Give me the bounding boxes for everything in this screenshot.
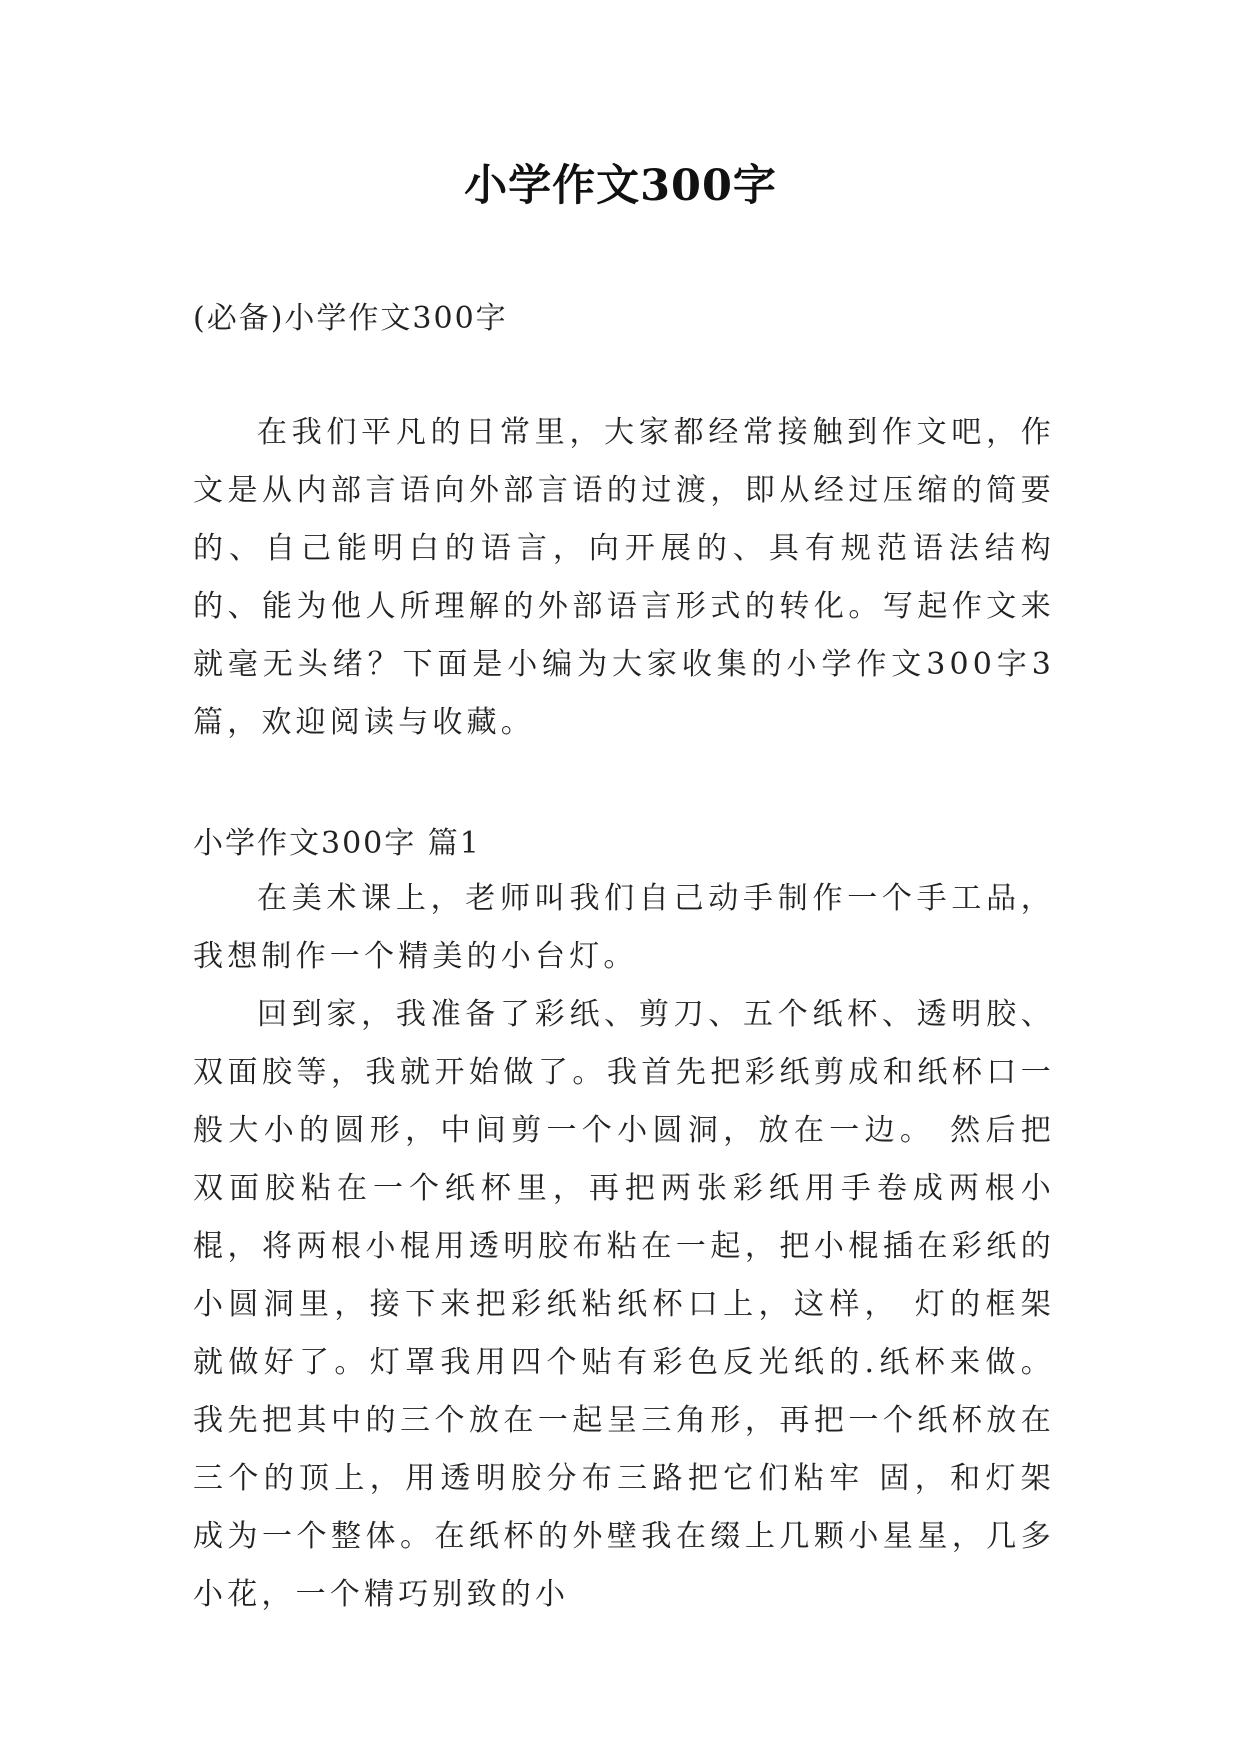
document-subtitle: (必备)小学作文300字 xyxy=(193,301,508,336)
essay-body xyxy=(193,870,1055,1624)
intro-block xyxy=(193,404,1055,752)
document-title: 小学作文300字 xyxy=(464,161,777,211)
intro-paragraph: 在我们平凡的日常里，大家都经常接触到作文吧，作文是从内部言语向外部言语的过渡，即从经过压缩的简要的、自己能明白的语言，向开展的、具有规范语法结构的、能为他人所理解的外部语言形式的转化。写起作文来就毫无头绪？下面是小编为大家收集的小学作文300字3篇，欢迎阅读与收藏。 xyxy=(193,415,1055,740)
section-heading: 小学作文300字 篇1 xyxy=(193,826,481,861)
essay-paragraph: 在美术课上，老师叫我们自己动手制作一个手工品，我想制作一个精美的小台灯。 xyxy=(193,881,1055,974)
essay-paragraph: 回到家，我准备了彩纸、剪刀、五个纸杯、透明胶、双面胶等，我就开始做了。我首先把彩纸剪成和纸杯口一般大小的圆形，中间剪一个小圆洞，放在一边。 然后把双面胶粘在一个纸杯里，再把两张彩纸用手卷成两根小棍，将两根小棍用透明胶布粘在一起，把小棍插在彩纸的小圆洞里，接下来把彩纸粘纸杯口上，这样， 灯的框架就做好了。灯罩我用四个贴有彩色反光纸的.纸杯来做。我先把其中的三个放在一起呈三角形，再把一个纸杯放在三个的顶上，用透明胶分布三路把它们粘牢 固，和灯架成为一个整体。在纸杯的外壁我在缀上几颗小星星，几多小花，一个精巧别致的小 xyxy=(193,997,1055,1612)
